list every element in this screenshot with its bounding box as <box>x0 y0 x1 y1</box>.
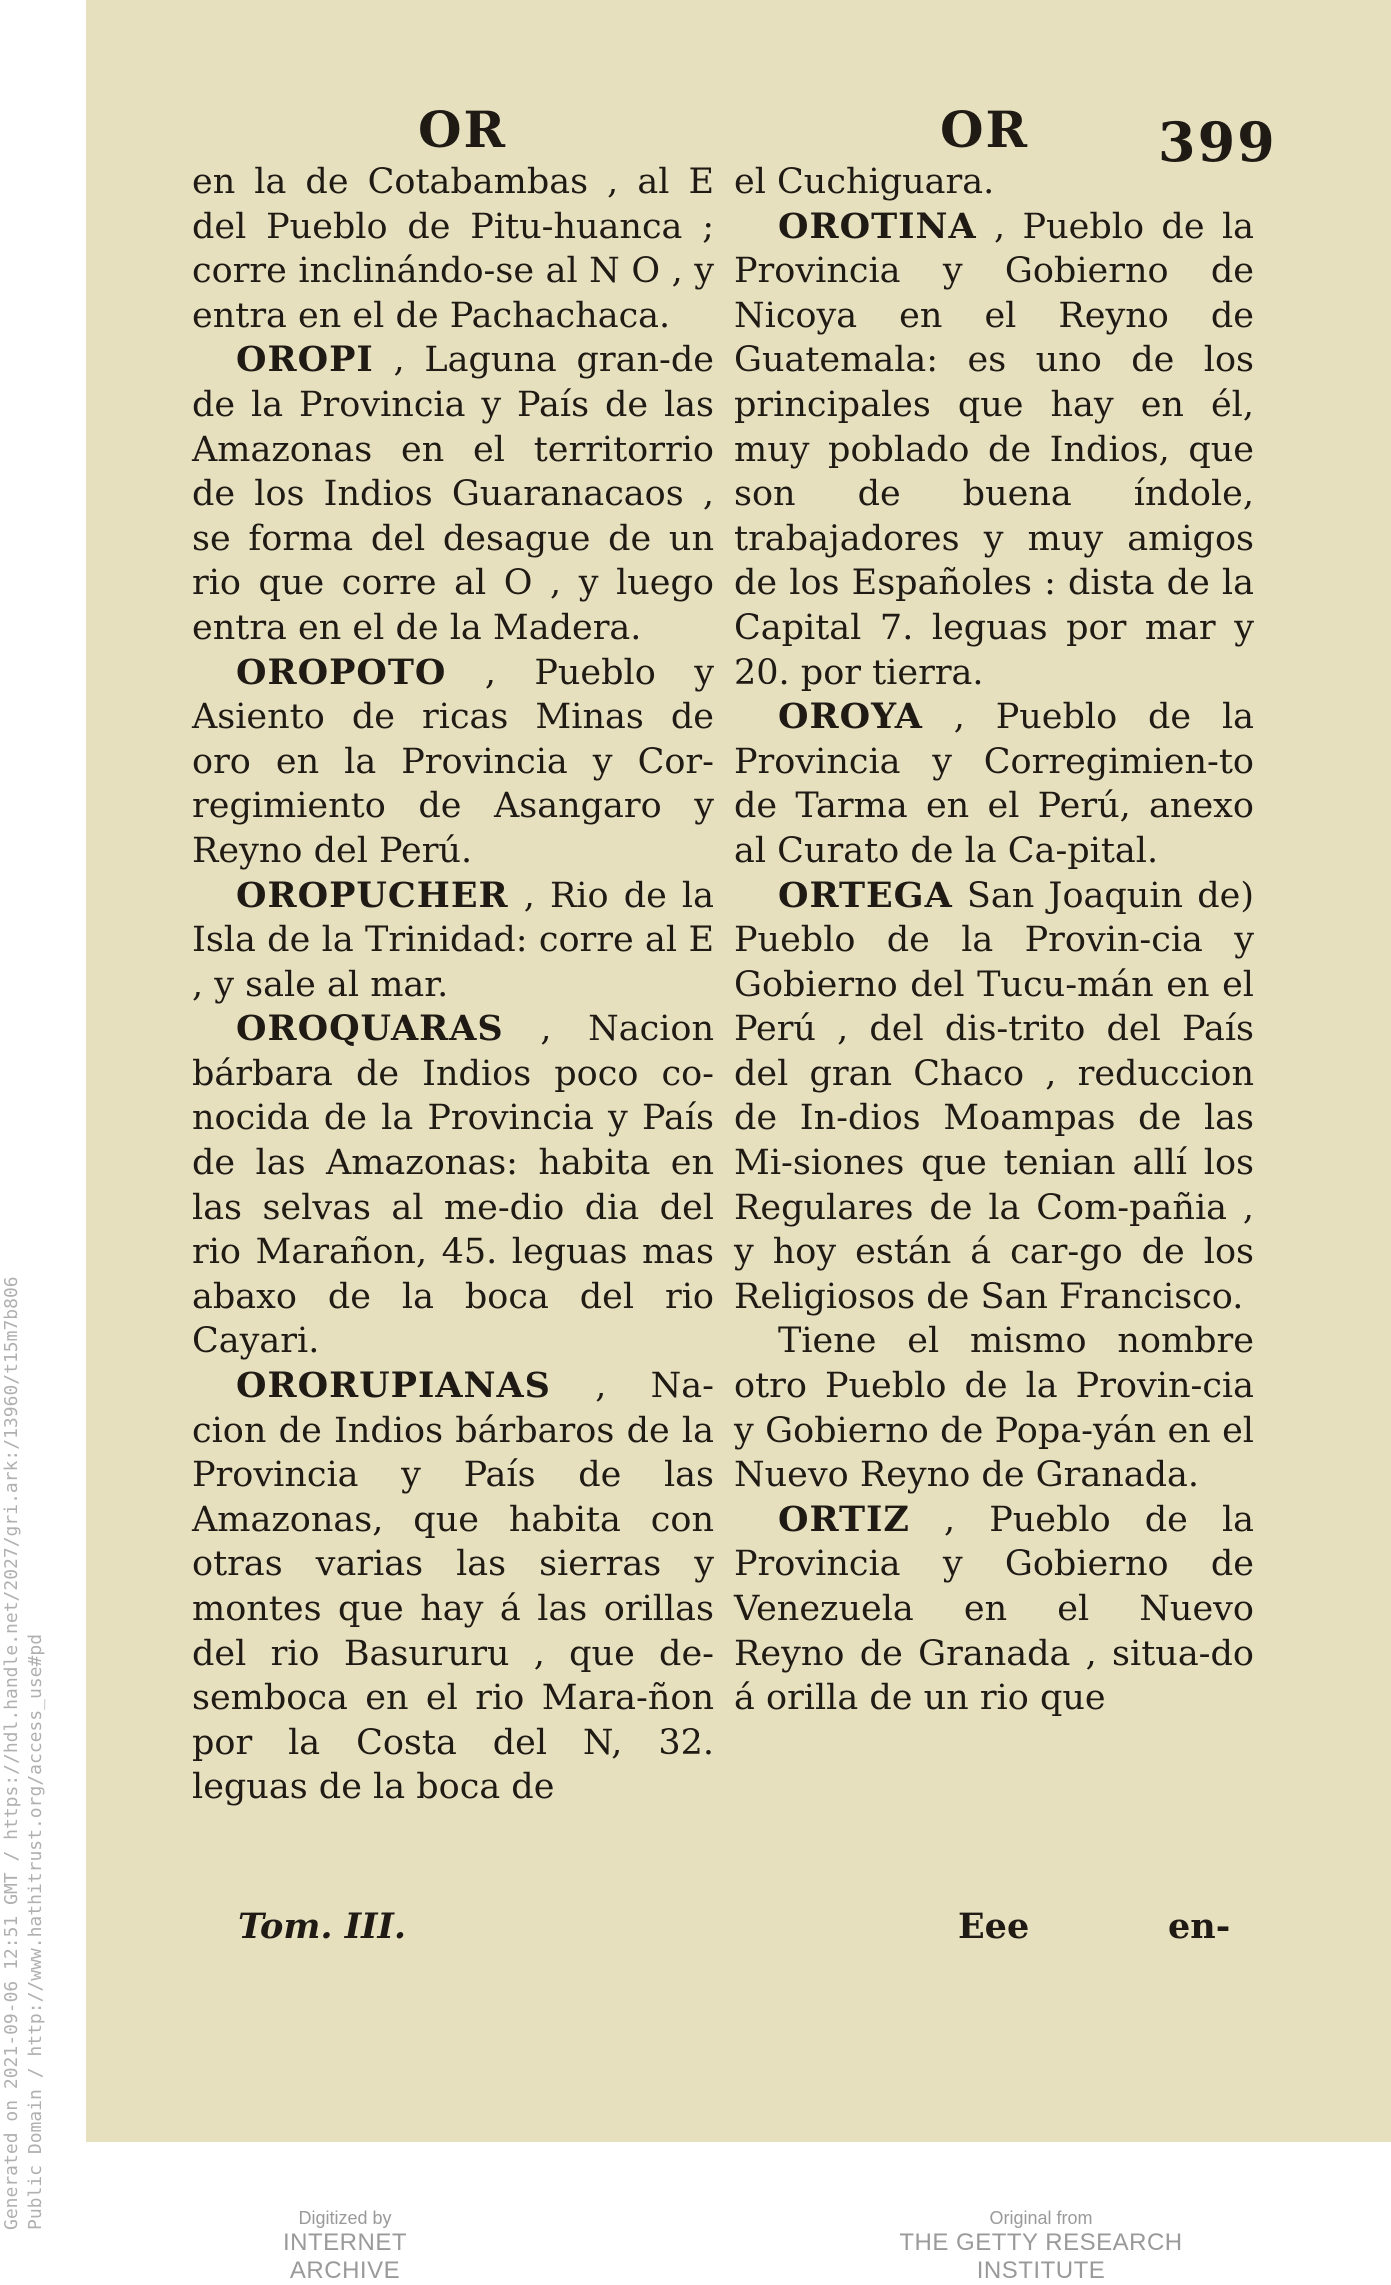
entry-ortiz: ORTIZ , Pueblo de la Provincia y Gobierno de Venezuela en el Nuevo Reyno de Granada , situa-do á orilla de un rio que <box>734 1498 1254 1719</box>
entry-orotina: OROTINA , Pueblo de la Provincia y Gobierno de Nicoya en el Reyno de Guatemala: es uno de los principales que hay en él, muy poblado de Indios, que son de buena índole, trabajadores y muy amigos de los Españoles : dista de la Capital 7. leguas por mar y 20. por tierra. <box>734 205 1254 693</box>
entry-ororupianas: ORORUPIANAS , Na-cion de Indios bárbaros de la Provincia y País de las Amazonas, que habita con otras varias las sierras y montes que hay á las orillas del rio Basururu , que de-semboca en el rio Mara-ñon por la Costa del N, 32. leguas de la boca de <box>192 1365 714 1808</box>
entry-ortega: ORTEGA San Joaquin de) Pueblo de la Provin-cia y Gobierno del Tucu-mán en el Perú , del dis-trito del País del gran Chaco , reduccion de In-dios Moampas de las Mi-siones que tenian allí los Regulares de la Com-pañia , y hoy están á car-go de los Religiosos de San Francisco. <box>734 874 1254 1317</box>
credit-small: Original from <box>989 2208 1093 2228</box>
hathitrust-watermark <box>0 1276 48 2230</box>
original-from-credit <box>846 2208 1236 2285</box>
entry-headword: OROTINA <box>778 205 977 247</box>
right-column <box>734 160 1254 1721</box>
entry-headword: ORORUPIANAS <box>236 1365 551 1407</box>
signature-mark: Eee <box>958 1906 1030 1947</box>
entry-oropoto: OROPOTO , Pueblo y Asiento de ricas Minas de oro en la Provincia y Cor-regimiento de Asangaro y Reyno del Perú. <box>192 651 714 871</box>
entry-headword: OROPI <box>236 339 374 381</box>
entry-paragraph: el Cuchiguara. <box>734 162 995 202</box>
left-column <box>192 160 714 1810</box>
entry-oropucher: OROPUCHER , Rio de la Isla de la Trinidad: corre al E , y sale al mar. <box>192 874 714 1005</box>
entry-headword: ORTIZ <box>778 1498 910 1540</box>
entry-headword: OROPOTO <box>236 651 447 693</box>
entry-oropi: OROPI , Laguna gran-de de la Provincia y País de las Amazonas en el territorrio de los Indios Guaranacaos , se forma del desague de un rio que corre al O , y luego entra en el de la Madera. <box>192 339 714 648</box>
catchword: en- <box>1168 1906 1231 1947</box>
entry-paragraph: Tiene el mismo nombre otro Pueblo de la Provin-cia y Gobierno de Popa-yán en el Nuevo Reyno de Granada. <box>734 1321 1254 1496</box>
running-head-left: OR <box>418 100 508 159</box>
page-number: 399 <box>1158 110 1277 174</box>
entry-headword: OROQUARAS <box>236 1008 504 1050</box>
credit-small: Digitized by <box>298 2208 392 2228</box>
entry-headword: ORTEGA <box>778 874 953 916</box>
digitized-by-credit <box>240 2208 450 2285</box>
entry-headword: OROPUCHER <box>236 874 509 916</box>
watermark-line: Public Domain / http://www.hathitrust.org/access_use#pd <box>25 1633 46 2230</box>
volume-mark: Tom. III. <box>238 1906 407 1947</box>
watermark-line: Generated on 2021-09-06 12:51 GMT / https://hdl.handle.net/2027/gri.ark:/13960/t15m7b806 <box>1 1276 22 2230</box>
running-head-right: OR <box>940 100 1030 159</box>
entry-headword: OROYA <box>778 696 923 738</box>
entry-oroya: OROYA , Pueblo de la Provincia y Corregimien-to de Tarma en el Perú, anexo al Curato de la Ca-pital. <box>734 696 1254 871</box>
entry-paragraph: en la de Cotabambas , al E del Pueblo de Pitu-huanca ; corre inclinándo-se al N O , y entra en el de Pachachaca. <box>192 162 714 336</box>
entry-oroquaras: OROQUARAS , Nacion bárbara de Indios poco co-nocida de la Provincia y País de las Amazonas: habita en las selvas al me-dio dia del rio Marañon, 45. leguas mas abaxo de la boca del rio Cayari. <box>192 1008 714 1362</box>
credit-big: THE GETTY RESEARCH INSTITUTE <box>899 2229 1183 2284</box>
credit-big: INTERNET ARCHIVE <box>283 2229 407 2284</box>
